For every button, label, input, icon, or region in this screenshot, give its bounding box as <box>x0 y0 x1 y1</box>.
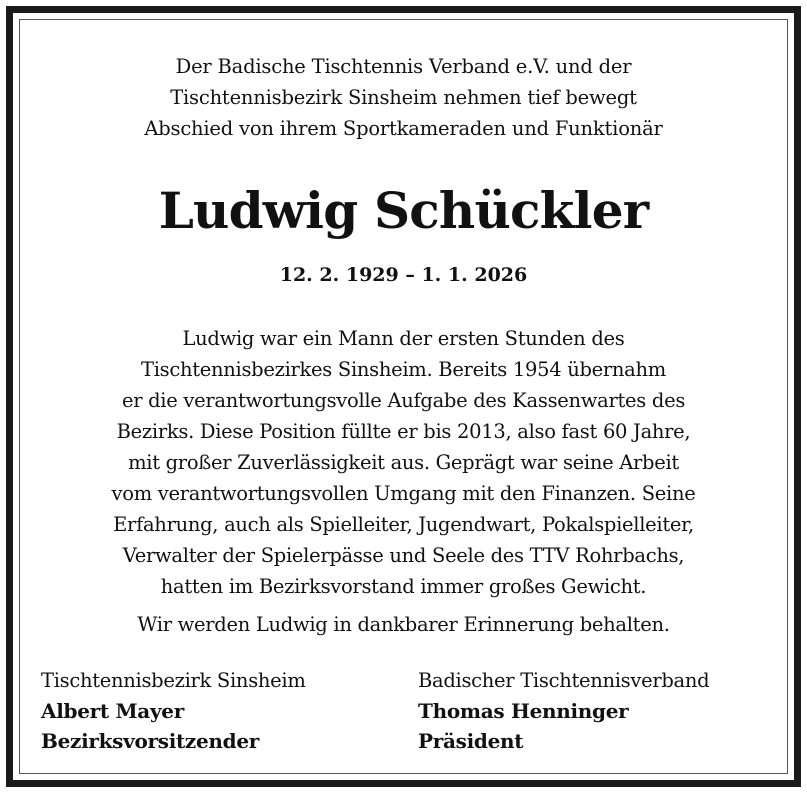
obituary-frame <box>6 6 801 787</box>
life-dates: 12. 2. 1929 – 1. 1. 2026 <box>279 264 528 286</box>
intro-text <box>33 51 774 144</box>
signature-role: Bezirksvorsitzender <box>41 729 260 753</box>
signature-role: Präsident <box>418 729 524 753</box>
signature-person: Albert Mayer <box>41 699 184 723</box>
signature-left <box>41 666 306 756</box>
biography-text <box>33 323 774 602</box>
bio-line: Bezirks. Diese Position füllte er bis 2013, also fast 60 Jahre, <box>116 420 691 443</box>
intro-line: Der Badische Tischtennis Verband e.V. und der <box>175 55 632 78</box>
closing-line: Wir werden Ludwig in dankbarer Erinnerung behalten. <box>137 613 670 636</box>
deceased-name: Ludwig Schückler <box>158 181 649 240</box>
bio-line: Ludwig war ein Mann der ersten Stunden des <box>182 327 625 350</box>
bio-line: Verwalter der Spielerpässe und Seele des TTV Rohrbachs, <box>122 544 685 567</box>
bio-line: Tischtennisbezirkes Sinsheim. Bereits 1954 übernahm <box>141 358 666 381</box>
bio-line: er die verantwortungsvolle Aufgabe des Kassenwartes des <box>121 389 686 412</box>
intro-line: Abschied von ihrem Sportkameraden und Funktionär <box>144 117 663 140</box>
signature-right <box>418 666 709 756</box>
obituary-content <box>13 13 794 780</box>
bio-line: hatten im Bezirksvorstand immer großes Gewicht. <box>160 575 647 598</box>
bio-line: mit großer Zuverlässigkeit aus. Geprägt war seine Arbeit <box>128 451 679 474</box>
signature-org: Tischtennisbezirk Sinsheim <box>41 669 306 692</box>
signature-person: Thomas Henninger <box>418 699 629 723</box>
bio-line: vom verantwortungsvollen Umgang mit den Finanzen. Seine <box>111 482 696 505</box>
bio-line: Erfahrung, auch als Spielleiter, Jugendwart, Pokalspielleiter, <box>113 513 694 536</box>
signature-org: Badischer Tischtennisverband <box>418 669 710 692</box>
intro-line: Tischtennisbezirk Sinsheim nehmen tief bewegt <box>170 86 637 109</box>
